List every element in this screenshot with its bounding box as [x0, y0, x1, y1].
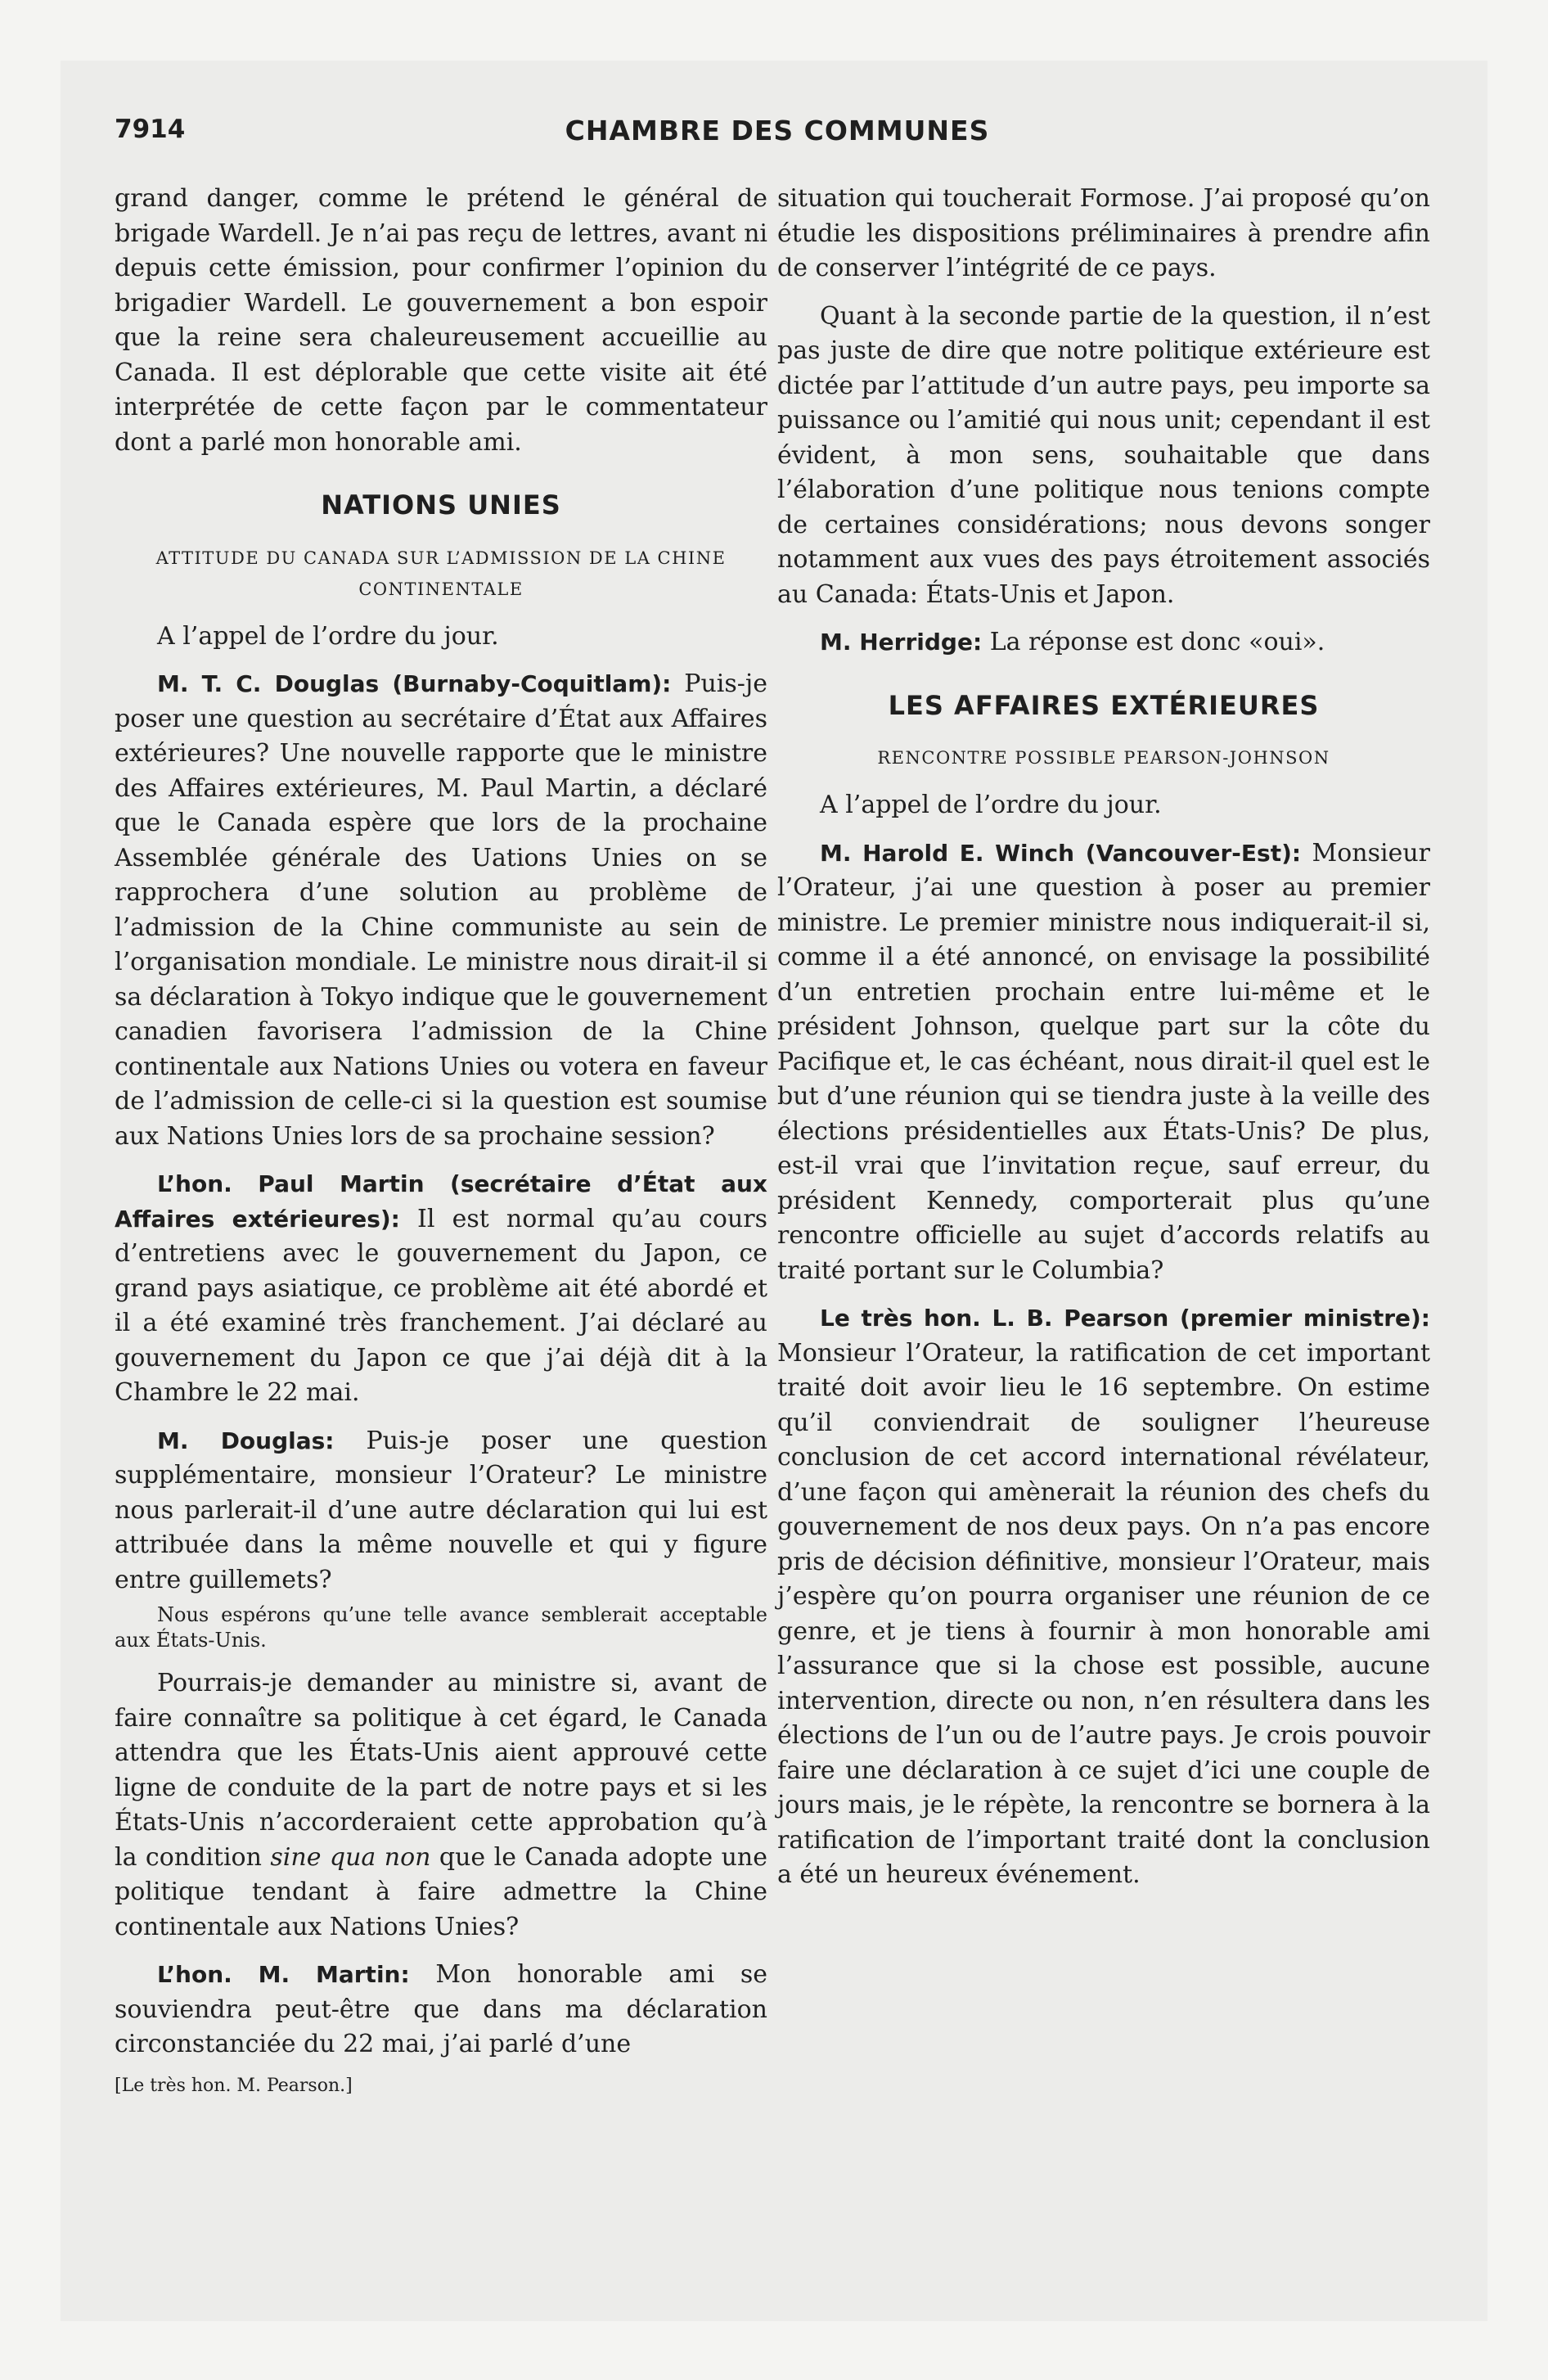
- speaker-name: M. Douglas:: [157, 1427, 335, 1454]
- speech-paragraph: [777, 625, 1430, 660]
- speaker-name: Le très hon. L. B. Pearson (premier ministre):: [820, 1305, 1430, 1332]
- procedural-note: A l’appel de l’ordre du jour.: [820, 791, 1162, 819]
- paragraph: [115, 1666, 767, 1945]
- procedural-note: A l’appel de l’ordre du jour.: [157, 621, 499, 651]
- right-column: [777, 182, 1430, 1893]
- speech-paragraph: [115, 667, 767, 1154]
- paragraph: grand danger, comme le prétend le général de brigade Wardell. Je n’ai pas reçu de lettres, avant ni depuis cette émission, pour confirmer l’opinion du brigadier Wardell. Le gouvernement a bon espoir que la reine sera chaleureusement accueillie au Canada. Il est déplorable que cette visite ait été interprétée de cette façon par le commentateur dont a parlé mon honorable ami.: [115, 184, 767, 457]
- section-heading: NATIONS UNIES: [321, 489, 561, 521]
- speech-text: Mon honorable ami se souviendra peut-être que dans ma déclaration circonstanciée du 22 mai, j’ai parlé d’une: [115, 1960, 767, 2058]
- text-run: Pourrais-je demander au ministre si, avant de faire connaître sa politique à cet égard, le Canada attendra que les États-Unis aient approuvé cette ligne de conduite de la part de notre pays et si les États-Unis n’accorderaient cette approbation qu’à la condition: [115, 1669, 767, 1872]
- speech-paragraph: [115, 1167, 767, 1411]
- italic-phrase: sine qua non: [270, 1842, 431, 1872]
- running-header: [115, 115, 1440, 156]
- text-run: que le Canada adopte une politique tendant à faire admettre la Chine continentale aux Nations Unies?: [115, 1842, 767, 1941]
- speech-text: Monsieur l’Orateur, j’ai une question à poser au premier ministre. Le premier ministre nous indiquerait-il si, comme il a été annoncé, on envisage la possibilité d’un entretien prochain entre lui-même et le président Johnson, quelque part sur la côte du Pacifique et, le cas échéant, nous dirait-il quel est le but d’une réunion qui se tiendra juste à la veille des élections présidentielles aux États-Unis? De plus, est-il vrai que l’invitation reçue, sauf erreur, du président Kennedy, comporterait plus qu’une rencontre officielle au sujet d’accords relatifs au traité portant sur le Columbia?: [777, 838, 1431, 1285]
- paragraph: situation qui toucherait Formose. J’ai proposé qu’on étudie les dispositions préliminaires à prendre afin de conserver l’intégrité de ce pays.: [777, 184, 1430, 282]
- speaker-name: L’hon. M. Martin:: [157, 1961, 410, 1988]
- sub-heading: ATTITUDE DU CANADA SUR L’ADMISSION DE LA CHINE CONTINENTALE: [155, 548, 727, 599]
- speech-paragraph: [115, 1958, 767, 2062]
- paragraph: Quant à la seconde partie de la question, il n’est pas juste de dire que notre politique extérieure est dictée par l’attitude d’un autre pays, peu importe sa puissance ou l’amitié qui nous unit; cependant il est évident, à mon sens, souhaitable que dans l’élaboration d’une politique nous tenions compte de certaines considérations; nous devons songer notamment aux vues des pays étroitement associés au Canada: États-Unis et Japon.: [777, 301, 1430, 609]
- speech-paragraph: [777, 1301, 1430, 1893]
- speech-paragraph: [115, 1424, 767, 1598]
- speaker-name: M. T. C. Douglas (Burnaby-Coquitlam):: [157, 670, 672, 697]
- speech-text: Puis-je poser une question au secrétaire d’État aux Affaires extérieures? Une nouvelle rapporte que le ministre des Affaires extérieures, M. Paul Martin, a déclaré que le Canada espère que lors de la prochaine Assemblée générale des Uations Unies on se rapprochera d’une solution au problème de l’admission de la Chine communiste au sein de l’organisation mondiale. Le ministre nous dirait-il si sa déclaration à Tokyo indique que le gouvernement canadien favorisera l’admission de la Chine continentale aux Nations Unies ou votera en faveur de l’admission de celle-ci si la question est soumise aux Nations Unies lors de sa prochaine session?: [115, 669, 767, 1151]
- left-column: [115, 182, 767, 2103]
- page-number: 7914: [115, 115, 186, 144]
- speech-text: Il est normal qu’au cours d’entretiens avec le gouvernement du Japon, ce grand pays asiatique, ce problème ait été abordé et il a été examiné très franchement. J’ai déclaré au gouvernement du Japon ce que j’ai déjà dit à la Chambre le 22 mai.: [115, 1204, 768, 1407]
- speech-text: Puis-je poser une question supplémentaire, monsieur l’Orateur? Le ministre nous parlerait-il d’une autre déclaration qui lui est attribuée dans la même nouvelle et qui y figure entre guillemets?: [115, 1426, 767, 1594]
- speaker-name: M. Harold E. Winch (Vancouver-Est):: [820, 839, 1302, 867]
- journal-title: CHAMBRE DES COMMUNES: [565, 115, 990, 146]
- speaker-name: L’hon. Paul Martin (secrétaire d’État aux Affaires extérieures):: [115, 1170, 767, 1233]
- speech-text: Monsieur l’Orateur, la ratification de cet important traité doit avoir lieu le 16 septembre. On estime qu’il conviendrait de souligner l’heureuse conclusion de cet accord international révélateur, d’une façon qui amènerait la réunion des chefs du gouvernement de nos deux pays. On n’a pas encore pris de décision définitive, monsieur l’Orateur, mais j’espère qu’on pourra organiser une réunion de ce genre, et je tiens à fournir à mon honorable ami l’assurance que si la chose est possible, aucune intervention, directe ou non, n’en résultera dans les élections de l’un ou de l’autre pays. Je crois pouvoir faire une déclaration à ce sujet d’ici une couple de jours mais, je le répète, la rencontre se bornera à la ratification de l’important traité dont la conclusion a été un heureux événement.: [777, 1338, 1430, 1889]
- running-footer-ref: [Le très hon. M. Pearson.]: [115, 2075, 353, 2096]
- speech-paragraph: [777, 836, 1430, 1289]
- section-heading: LES AFFAIRES EXTÉRIEURES: [888, 689, 1320, 721]
- speech-text: La réponse est donc «oui».: [982, 628, 1325, 656]
- speaker-name: M. Herridge:: [820, 629, 983, 656]
- block-quote: Nous espérons qu’une telle avance semblerait acceptable aux États-Unis.: [115, 1603, 767, 1652]
- sub-heading: RENCONTRE POSSIBLE PEARSON-JOHNSON: [877, 748, 1330, 768]
